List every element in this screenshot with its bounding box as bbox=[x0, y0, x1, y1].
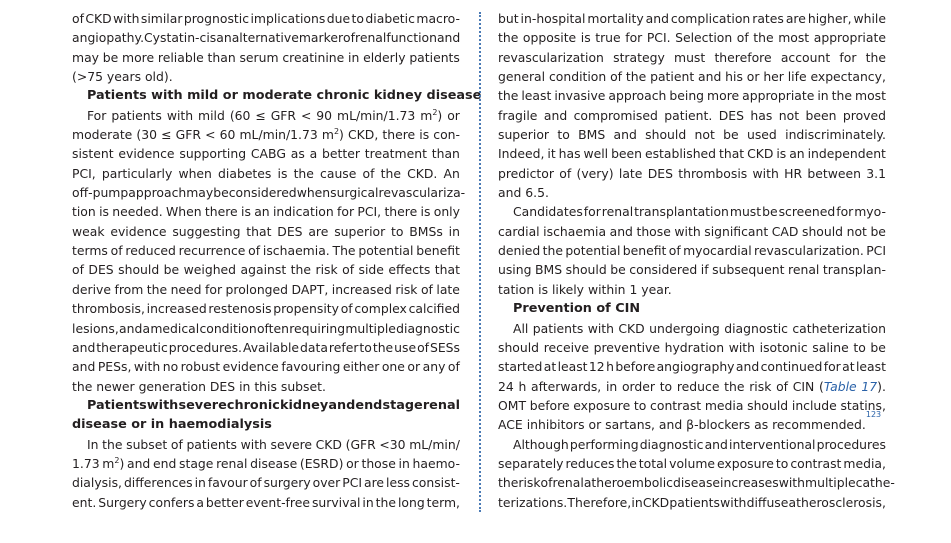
text-line: but in-hospital mortality and complication rates are higher, while bbox=[498, 11, 886, 26]
text-line: using BMS should be considered if subsequent renal transplan- bbox=[498, 262, 886, 278]
text-line: weak evidence suggesting that DES are superior to BMSs in bbox=[72, 223, 460, 239]
text-line: may be more reliable than serum creatinine in elderly patients bbox=[72, 49, 460, 65]
section-heading: Patients with mild or moderate chronic kidney disease bbox=[87, 88, 482, 104]
text-line: angiopathy. Cystatin-c is an alternative marker of renal function and bbox=[72, 30, 461, 46]
text-line: terizations. Therefore, in CKD patients with diffuse atherosclerosis, bbox=[498, 494, 886, 510]
section-heading: Prevention of CIN bbox=[513, 301, 641, 317]
text-line: and therapeutic procedures. Available data refer to the use of SESs bbox=[72, 339, 460, 355]
text-line: tation is likely within 1 year. bbox=[498, 281, 672, 297]
text-line: the newer generation DES in this subset. bbox=[72, 378, 326, 394]
text-line: of DES should be weighed against the risk of side effects that bbox=[72, 262, 460, 278]
section-heading: Patients with severe chronic kidney and end stage renal bbox=[87, 397, 460, 413]
text-line: All patients with CKD undergoing diagnostic catheterization bbox=[513, 320, 886, 336]
text-line: derive from the need for prolonged DAPT, increased risk of late bbox=[72, 281, 460, 297]
text-line: revascularization strategy must therefore account for the bbox=[498, 49, 886, 65]
text-line: (>75 years old). bbox=[72, 69, 173, 85]
text-line: separately reduces the total volume exposure to contrast media, bbox=[498, 455, 886, 471]
text-line: the least invasive approach being more appropriate in the most bbox=[498, 88, 886, 104]
text-line: For patients with mild (60 ≤ GFR < 90 mL/min/1.73 $m^2$) or bbox=[87, 107, 460, 123]
text-line: denied the potential benefit of myocardial revascularization. PCI bbox=[498, 243, 886, 259]
text-line: fragile and compromised patient. DES has not been proved bbox=[498, 107, 886, 123]
text-line: the opposite is true for PCI. Selection of the most appropriate bbox=[498, 30, 886, 46]
text-line: moderate (30 ≤ GFR < 60 mL/min/1.73 $m^2$) CKD, there is con- bbox=[72, 126, 460, 143]
citation-ref[interactable]: 123 bbox=[865, 410, 882, 420]
text-line: ACE inhibitors or sartans, and β-blockers as recommended. 123 bbox=[498, 415, 886, 434]
text-line: and PESs, with no robust evidence favouring either one or any of bbox=[72, 359, 460, 375]
text-line: the risk of renal atheroembolic disease increases with multiple cathe- bbox=[498, 475, 895, 491]
text-line: 1.73 $m^2$) and end stage renal disease (ESRD) or those in haemo- bbox=[72, 455, 460, 471]
column-divider bbox=[479, 12, 481, 512]
text-line: Candidates for renal transplantation must be screened for myo- bbox=[513, 204, 886, 220]
text-line: tion is needed. When there is an indication for PCI, there is only bbox=[72, 204, 460, 220]
text-line: should receive preventive hydration with isotonic saline to be bbox=[498, 339, 886, 355]
section-heading: disease or in haemodialysis bbox=[72, 417, 272, 433]
text-line: off-pump approach may be considered when surgical revasculariza- bbox=[72, 185, 466, 201]
text-line: dialysis, differences in favour of surgery over PCI are less consist- bbox=[72, 475, 460, 491]
left-column bbox=[72, 9, 482, 512]
text-line: lesions, and a medical condition often requiring multiple diagnostic bbox=[72, 320, 460, 336]
text-line: started at least 12 h before angiography and continued for at least bbox=[498, 359, 886, 375]
text-line: In the subset of patients with severe CKD (GFR <30 mL/min/ bbox=[87, 436, 460, 452]
text-line: PCI, particularly when diabetes is the cause of the CKD. An bbox=[72, 165, 460, 181]
text-line: ent. Surgery confers a better event-free survival in the long term, bbox=[72, 494, 460, 510]
text-line: and 6.5. bbox=[498, 185, 549, 201]
text-line: OMT before exposure to contrast media should include statins, bbox=[498, 397, 886, 413]
text-line: thrombosis, increased restenosis propensity of complex calcified bbox=[72, 301, 460, 317]
text-line: sistent evidence supporting CABG as a better treatment than bbox=[72, 146, 460, 162]
text-line: Although performing diagnostic and interventional procedures bbox=[513, 436, 886, 452]
text-line: general condition of the patient and his or her life expectancy, bbox=[498, 69, 886, 85]
text-line: 24 h afterwards, in order to reduce the risk of CIN (Table 17). bbox=[498, 378, 886, 394]
text-line: superior to BMS and should not be used indiscriminately. bbox=[498, 127, 886, 143]
right-column bbox=[498, 9, 895, 512]
text-line: of CKD with similar prognostic implications due to diabetic macro- bbox=[72, 11, 460, 26]
text-line: Indeed, it has well been established that CKD is an independent bbox=[498, 146, 886, 162]
text-line: cardial ischaemia and those with significant CAD should not be bbox=[498, 223, 886, 239]
text-line: terms of reduced recurrence of ischaemia. The potential benefit bbox=[72, 243, 460, 259]
text-line: predictor of (very) late DES thrombosis with HR between 3.1 bbox=[498, 165, 886, 181]
